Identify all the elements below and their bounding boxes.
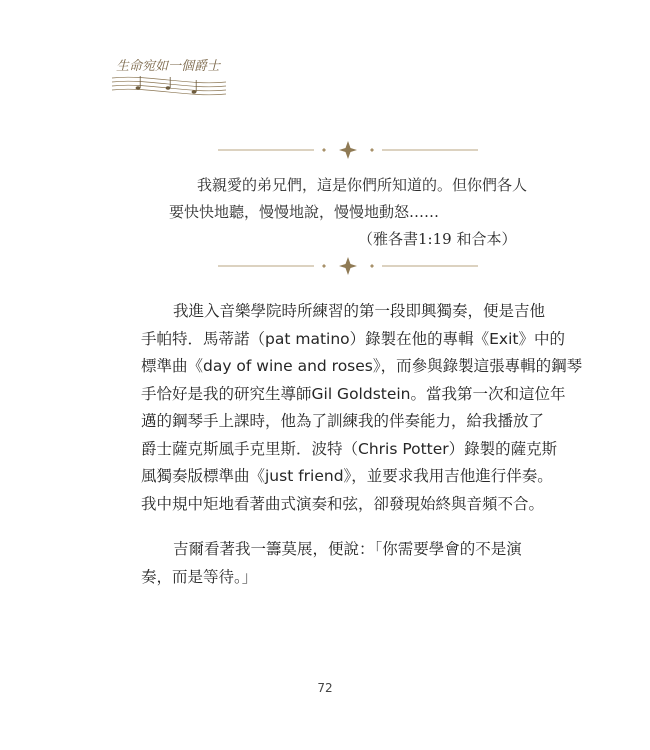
body-paragraph-1	[141, 298, 583, 518]
sparkle-divider-icon	[218, 140, 478, 160]
paragraph-line: 爵士薩克斯風手克里斯．波特（Chris Potter）錄製的薩克斯	[141, 439, 558, 458]
paragraph-line: 奏，而是等待。」	[141, 567, 258, 586]
paragraph-line: 手帕特．馬蒂諾（pat matino）錄製在他的專輯《Exit》中的	[141, 329, 565, 348]
paragraph-line: 我進入音樂學院時所練習的第一段即興獨奏，便是吉他	[173, 302, 546, 320]
ornament-divider-bottom	[218, 256, 478, 276]
paragraph-line: 風獨奏版標準曲《just friend》，並要求我用吉他進行伴奏。	[141, 467, 553, 485]
header-logo	[108, 52, 248, 102]
quote-line-1: 我親愛的弟兄們，這是你們所知道的。但你們各人	[197, 176, 528, 194]
page-number: 72	[317, 681, 333, 695]
quote-citation: （雅各書1:19 和合本）	[358, 230, 517, 248]
paragraph-line: 手恰好是我的研究生導師Gil Goldstein。當我第一次和這位年	[141, 384, 566, 403]
body-paragraph-2	[141, 536, 522, 591]
header-logo-text: 生命宛如一個爵士	[116, 59, 221, 74]
paragraph-line: 我中規中矩地看著曲式演奏和弦，卻發現始終與音頻不合。	[141, 494, 545, 513]
paragraph-line: 標準曲《day of wine and roses》，而參與錄製這張專輯的鋼琴	[141, 357, 583, 375]
ornament-divider-top	[218, 140, 478, 160]
sparkle-divider-icon	[218, 256, 478, 276]
paragraph-line: 吉爾看著我一籌莫展，便說：「你需要學會的不是演	[173, 540, 522, 558]
music-staff-logo-icon	[108, 52, 248, 102]
paragraph-line: 邁的鋼琴手上課時，他為了訓練我的伴奏能力，給我播放了	[141, 412, 545, 430]
quote-line-2: 要快快地聽，慢慢地說，慢慢地動怒……	[169, 203, 440, 221]
